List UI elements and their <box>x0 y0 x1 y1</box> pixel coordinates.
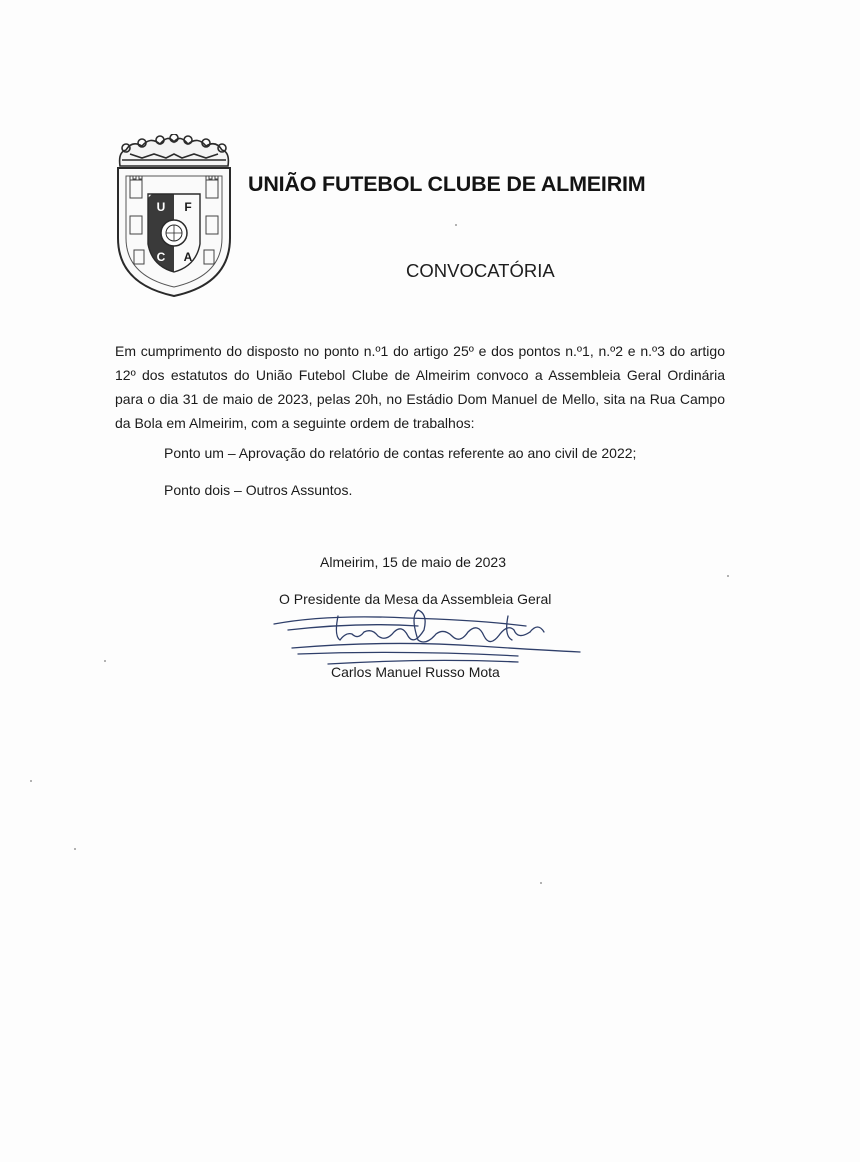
place-date: Almeirim, 15 de maio de 2023 <box>320 554 506 570</box>
scan-speck <box>455 224 457 226</box>
crest-letter-a: A <box>183 250 193 264</box>
scan-speck <box>74 848 76 850</box>
club-crest-icon <box>112 134 236 300</box>
convocation-paragraph: Em cumprimento do disposto no ponto n.º1 do artigo 25º e dos pontos n.º1, n.º2 e n.º3 do artigo 12º dos estatutos do União Futebol Clube de Almeirim convoco a Assembleia Geral Ordinária para o dia 31 de maio de 2023, pelas 20h, no Estádio Dom Manuel de Mello, sita na Rua Campo da Bola em Almeirim, com a seguinte ordem de trabalhos: <box>115 343 725 431</box>
scan-speck <box>104 660 106 662</box>
signatory-role: O Presidente da Mesa da Assembleia Geral <box>279 591 552 607</box>
club-name: UNIÃO FUTEBOL CLUBE DE ALMEIRIM <box>248 172 646 196</box>
agenda-item-two: Ponto dois – Outros Assuntos. <box>164 482 353 498</box>
crest-letter-u: U <box>156 200 166 214</box>
crest-letter-f: F <box>184 200 192 214</box>
agenda-item-one: Ponto um – Aprovação do relatório de contas referente ao ano civil de 2022; <box>164 445 637 461</box>
document-title: CONVOCATÓRIA <box>406 260 555 281</box>
scan-speck <box>727 575 729 577</box>
signatory-name: Carlos Manuel Russo Mota <box>331 664 500 680</box>
scan-speck <box>540 882 542 884</box>
handwritten-signature <box>268 606 588 668</box>
scan-speck <box>30 780 32 782</box>
crest-letter-c: C <box>156 250 166 264</box>
